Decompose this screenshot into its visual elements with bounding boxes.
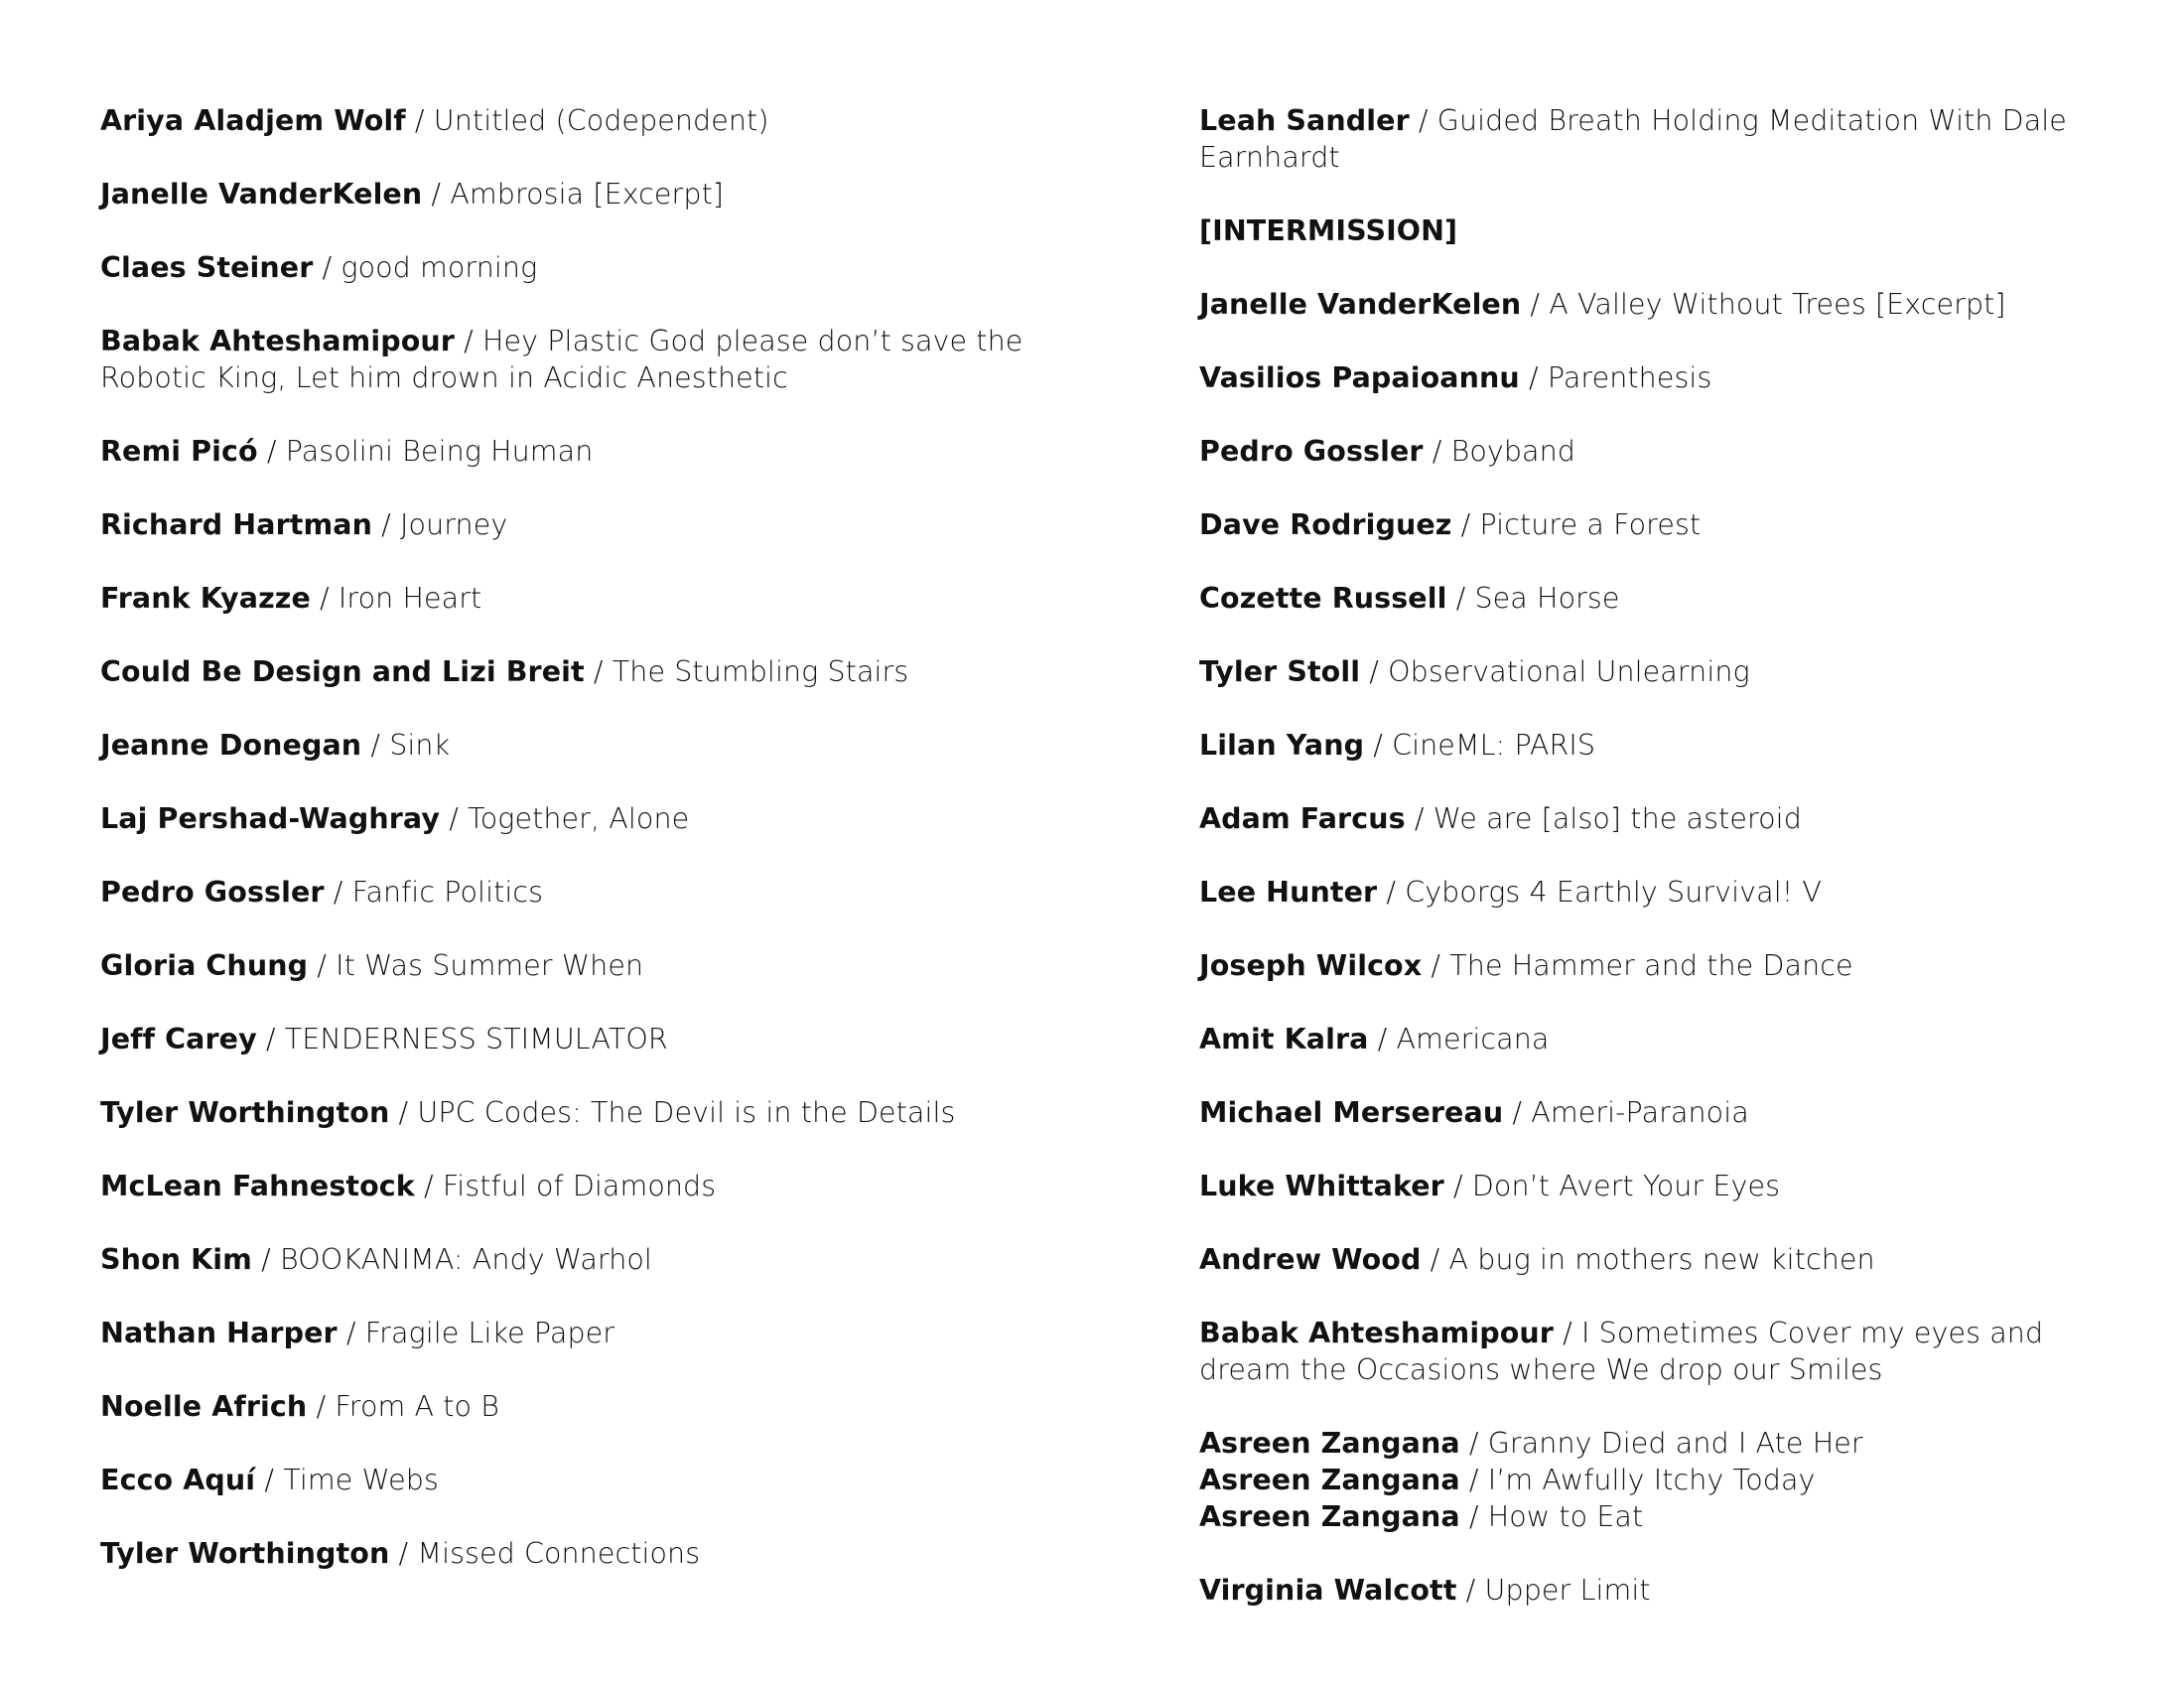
artist-name: Noelle Africh [100, 1390, 308, 1423]
artist-name: Frank Kyazze [100, 582, 311, 615]
separator: / [1519, 361, 1548, 394]
program-entry [1199, 947, 2113, 984]
artist-name: Vasilios Papaioannu [1199, 361, 1520, 394]
program-entry [1199, 433, 2113, 470]
artist-name: Pedro Gossler [100, 876, 325, 909]
program-entry [1199, 1094, 2113, 1131]
artist-name: Claes Steiner [100, 251, 314, 284]
program-entry [100, 800, 1093, 837]
artist-name: Tyler Worthington [100, 1096, 390, 1129]
work-title: BOOKANIMA: Andy Warhol [280, 1243, 652, 1276]
separator: / [1423, 435, 1451, 468]
work-title: good morning [341, 251, 538, 284]
artist-name: Janelle VanderKelen [1199, 288, 1522, 321]
separator: / [310, 582, 339, 615]
separator: / [337, 1317, 365, 1349]
artist-name: Asreen Zangana [1199, 1500, 1460, 1533]
work-title: UPC Codes: The Devil is in the Details [417, 1096, 956, 1129]
separator: / [1421, 1243, 1449, 1276]
separator: / [1443, 1170, 1472, 1202]
separator: / [1456, 1574, 1485, 1607]
program-entry [1199, 1425, 2113, 1462]
program-entry [1199, 286, 2113, 323]
separator: / [1364, 729, 1393, 762]
artist-name: Janelle VanderKelen [100, 178, 423, 211]
artist-name: Babak Ahteshamipour [1199, 1317, 1554, 1349]
separator: / [1503, 1096, 1532, 1129]
separator: / [405, 104, 434, 137]
work-title: Journey [400, 508, 508, 541]
program-entry [1199, 874, 2113, 911]
artist-name: Michael Mersereau [1199, 1096, 1504, 1129]
program-entry [1199, 102, 2113, 176]
work-title: Parenthesis [1547, 361, 1712, 394]
intermission-heading: [INTERMISSION] [1199, 214, 1458, 247]
separator: / [1405, 802, 1433, 835]
artist-name: Tyler Worthington [100, 1537, 390, 1570]
separator: / [389, 1537, 418, 1570]
program-entry [1199, 1572, 2113, 1609]
work-title: A Valley Without Trees [Excerpt] [1549, 288, 2006, 321]
program-entry [100, 727, 1093, 764]
work-title: We are [also] the asteroid [1433, 802, 1802, 835]
program-entry [1199, 1462, 2113, 1498]
program-entry [1199, 580, 2113, 617]
program-entry [1199, 1021, 2113, 1057]
work-title: Fistful of Diamonds [442, 1170, 717, 1202]
work-title: Cyborgs 4 Earthly Survival! V [1405, 876, 1822, 909]
work-title: Missed Connections [417, 1537, 701, 1570]
program-entry [100, 1462, 1093, 1498]
program-entry [1199, 1315, 2113, 1388]
artist-name: Gloria Chung [100, 949, 309, 982]
program-entry [1199, 1241, 2113, 1278]
artist-name: Asreen Zangana [1199, 1464, 1460, 1496]
program-entry [100, 653, 1093, 690]
work-title: Sink [389, 729, 451, 762]
artist-name: Leah Sandler [1199, 104, 1410, 137]
program-entry [100, 580, 1093, 617]
separator: / [584, 655, 613, 688]
separator: / [1368, 1023, 1397, 1055]
program-entry [100, 1388, 1093, 1425]
work-title: Ameri-Paranoia [1531, 1096, 1749, 1129]
artist-name: Andrew Wood [1199, 1243, 1422, 1276]
artist-name: Babak Ahteshamipour [100, 325, 455, 357]
work-title: TENDERNESS STIMULATOR [284, 1023, 668, 1055]
program-entry [100, 1168, 1093, 1204]
separator: / [307, 1390, 336, 1423]
program-entry [100, 1315, 1093, 1351]
separator: / [257, 435, 286, 468]
program-entry [100, 1021, 1093, 1057]
artist-name: Amit Kalra [1199, 1023, 1369, 1055]
separator: / [440, 802, 469, 835]
artist-name: Jeff Carey [100, 1023, 257, 1055]
artist-name: Nathan Harper [100, 1317, 338, 1349]
artist-name: Adam Farcus [1199, 802, 1406, 835]
work-title: The Hammer and the Dance [1449, 949, 1853, 982]
work-title: Americana [1396, 1023, 1550, 1055]
work-title: Fanfic Politics [351, 876, 544, 909]
separator: / [372, 508, 401, 541]
artist-name: Laj Pershad-Waghray [100, 802, 441, 835]
work-title: Guided Breath Holding Meditation With Dale Earnhardt [1199, 104, 2067, 174]
separator: / [1459, 1500, 1488, 1533]
separator: / [389, 1096, 418, 1129]
separator: / [1422, 949, 1450, 982]
program-entry [1199, 800, 2113, 837]
program-entry [100, 1241, 1093, 1278]
program-entry [100, 874, 1093, 911]
separator: / [422, 178, 451, 211]
separator: / [324, 876, 352, 909]
artist-name: McLean Fahnestock [100, 1170, 415, 1202]
program-entry [1199, 653, 2113, 690]
program-entry [100, 506, 1093, 543]
work-title: Boyband [1450, 435, 1575, 468]
artist-name: Joseph Wilcox [1199, 949, 1423, 982]
program-entry [100, 1094, 1093, 1131]
work-title: Iron Heart [338, 582, 482, 615]
separator: / [454, 325, 482, 357]
work-title: Upper Limit [1484, 1574, 1651, 1607]
program-entry [1199, 506, 2113, 543]
artist-name: Pedro Gossler [1199, 435, 1424, 468]
work-title: Fragile Like Paper [364, 1317, 615, 1349]
work-title: Don’t Avert Your Eyes [1471, 1170, 1781, 1202]
artist-name: Tyler Stoll [1199, 655, 1361, 688]
work-title: The Stumbling Stairs [612, 655, 909, 688]
program-entry [1199, 359, 2113, 396]
work-title: From A to B [335, 1390, 500, 1423]
artist-name: Could Be Design and Lizi Breit [100, 655, 585, 688]
work-title: Granny Died and I Ate Her [1487, 1427, 1863, 1460]
artist-name: Jeanne Donegan [100, 729, 362, 762]
artist-name: Asreen Zangana [1199, 1427, 1460, 1460]
work-title: Hey Plastic God please don’t save the Robotic King, Let him drown in Acidic Anesthetic [100, 325, 1024, 394]
work-title: Picture a Forest [1479, 508, 1702, 541]
work-title: Pasolini Being Human [285, 435, 594, 468]
work-title: I Sometimes Cover my eyes and dream the Occasions where We drop our Smiles [1199, 1317, 2044, 1386]
artist-name: Dave Rodriguez [1199, 508, 1452, 541]
program-entry [1199, 727, 2113, 764]
work-title: Untitled (Codependent) [433, 104, 769, 137]
work-title: Together, Alone [468, 802, 690, 835]
separator: / [255, 1464, 284, 1496]
separator: / [256, 1023, 285, 1055]
program-entry [100, 323, 1093, 396]
program-entry [100, 176, 1093, 212]
program-entry [1199, 1498, 2113, 1535]
work-title: It Was Summer When [336, 949, 644, 982]
separator: / [313, 251, 341, 284]
separator: / [361, 729, 390, 762]
artist-name: Ecco Aquí [100, 1464, 256, 1496]
artist-name: Richard Hartman [100, 508, 372, 541]
separator: / [1459, 1464, 1488, 1496]
program-entry [100, 433, 1093, 470]
artist-name: Virginia Walcott [1199, 1574, 1457, 1607]
program-entry [100, 249, 1093, 286]
separator: / [1446, 582, 1475, 615]
work-title: Ambrosia [Excerpt] [450, 178, 725, 211]
artist-name: Lee Hunter [1199, 876, 1378, 909]
separator: / [1377, 876, 1406, 909]
separator: / [1360, 655, 1389, 688]
artist-name: Ariya Aladjem Wolf [100, 104, 406, 137]
work-title: CineML: PARIS [1392, 729, 1596, 762]
work-title: I’m Awfully Itchy Today [1487, 1464, 1816, 1496]
separator: / [1521, 288, 1550, 321]
work-title: Sea Horse [1474, 582, 1620, 615]
separator: / [1553, 1317, 1581, 1349]
program-right-column [1199, 102, 2113, 1645]
work-title: A bug in mothers new kitchen [1448, 1243, 1875, 1276]
artist-name: Shon Kim [100, 1243, 252, 1276]
artist-name: Cozette Russell [1199, 582, 1447, 615]
separator: / [308, 949, 337, 982]
separator: / [1409, 104, 1437, 137]
work-title: Time Webs [283, 1464, 439, 1496]
program-entry [100, 1535, 1093, 1572]
work-title: Observational Unlearning [1388, 655, 1750, 688]
separator: / [1451, 508, 1480, 541]
artist-name: Lilan Yang [1199, 729, 1365, 762]
program-entry [100, 102, 1093, 139]
program-entry [100, 947, 1093, 984]
separator: / [1459, 1427, 1488, 1460]
program-left-column [100, 102, 1093, 1609]
artist-name: Remi Picó [100, 435, 258, 468]
program-entry [1199, 1168, 2113, 1204]
separator: / [251, 1243, 280, 1276]
separator: / [414, 1170, 443, 1202]
work-title: How to Eat [1487, 1500, 1644, 1533]
artist-name: Luke Whittaker [1199, 1170, 1444, 1202]
